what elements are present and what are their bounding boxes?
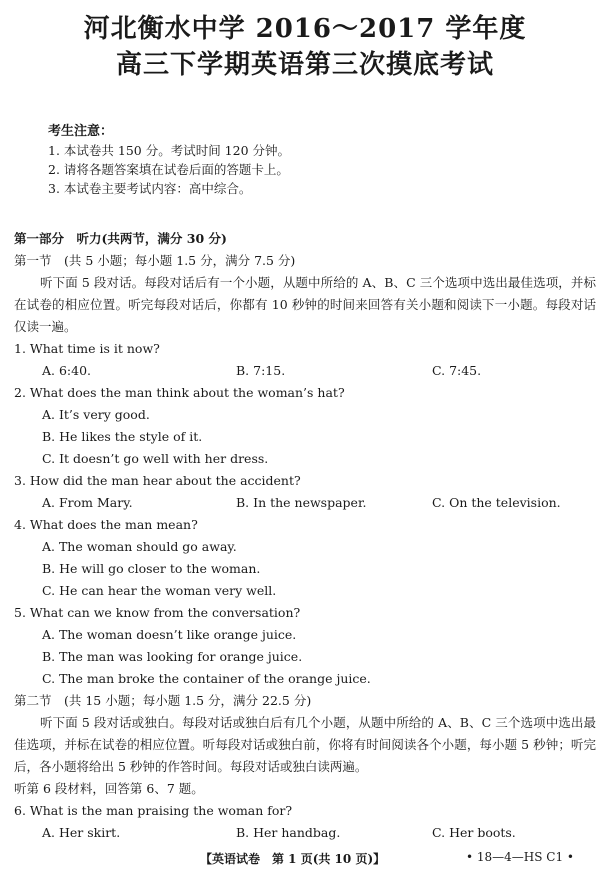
option-a: A. Her skirt. <box>42 825 121 840</box>
option-b: B. He will go closer to the woman. <box>42 561 261 576</box>
option-a: A. 6:40. <box>42 363 92 378</box>
section2-heading: 第二节 (共 15 小题；每小题 1.5 分，满分 22.5 分) <box>14 693 312 708</box>
notice-item: 1. 本试卷共 150 分。考试时间 120 分钟。 <box>48 143 291 158</box>
part1-heading: 第一部分 听力(共两节，满分 30 分) <box>14 231 227 246</box>
question-stem: 6. What is the man praising the woman for? <box>14 803 293 818</box>
option-c: C. On the television. <box>432 495 561 510</box>
exam-title-line2: 高三下学期英语第三次摸底考试 <box>115 50 494 80</box>
option-a: A. The woman doesn’t like orange juice. <box>42 627 297 642</box>
exam-title-line1: 河北衡水中学 2016～2017 学年度 <box>83 14 527 44</box>
option-a: A. The woman should go away. <box>42 539 237 554</box>
question-options <box>14 822 596 844</box>
section1-heading: 第一节 (共 5 小题；每小题 1.5 分，满分 7.5 分) <box>14 253 296 268</box>
question-stem: 1. What time is it now? <box>14 341 160 356</box>
section1-instructions: 听下面 5 段对话。每段对话后有一个小题，从题中所给的 A、B、C 三个选项中选出最佳选项，并标在试卷的相应位置。听完每段对话后，你都有 10 秒钟的时间来回答有关小题和阅读下一小题。每段对话仅读一遍。 <box>14 275 596 334</box>
question-stem: 4. What does the man mean? <box>14 517 198 532</box>
question-options <box>14 492 596 514</box>
option-c: C. He can hear the woman very well. <box>42 583 277 598</box>
option-a: A. It’s very good. <box>42 407 150 422</box>
option-c: C. It doesn’t go well with her dress. <box>42 451 269 466</box>
question-stem: 5. What can we know from the conversation? <box>14 605 301 620</box>
notice-item: 2. 请将各题答案填在试卷后面的答题卡上。 <box>48 162 289 177</box>
option-b: B. Her handbag. <box>236 825 341 840</box>
question-stem: 2. What does the man think about the woman’s hat? <box>14 385 345 400</box>
question-stem: 3. How did the man hear about the accident? <box>14 473 301 488</box>
option-b: B. The man was looking for orange juice. <box>42 649 303 664</box>
option-c: C. 7:45. <box>432 363 482 378</box>
notice-block <box>48 122 290 198</box>
option-b: B. He likes the style of it. <box>42 429 203 444</box>
exam-code: • 18—4—HS C1 • <box>466 850 575 864</box>
option-c: C. Her boots. <box>432 825 516 840</box>
exam-body <box>14 228 596 844</box>
question-options <box>14 360 596 382</box>
page-label: 【英语试卷 第 1 页(共 10 页)】 <box>200 852 386 866</box>
option-b: B. In the newspaper. <box>236 495 367 510</box>
material-note: 听第 6 段材料，回答第 6、7 题。 <box>14 781 204 796</box>
option-c: C. The man broke the container of the orange juice. <box>42 671 371 686</box>
notice-item: 3. 本试卷主要考试内容：高中综合。 <box>48 181 252 196</box>
notice-title: 考生注意： <box>48 124 114 139</box>
section2-instructions: 听下面 5 段对话或独白。每段对话或独白后有几个小题，从题中所给的 A、B、C 三个选项中选出最佳选项，并标在试卷的相应位置。听每段对话或独白前，你将有时间阅读各个小题，每小题 5 秒钟；听完后，各小题将给出 5 秒钟的作答时间。每段对话或独白读两遍。 <box>14 715 596 774</box>
option-b: B. 7:15. <box>236 363 286 378</box>
option-a: A. From Mary. <box>42 495 133 510</box>
